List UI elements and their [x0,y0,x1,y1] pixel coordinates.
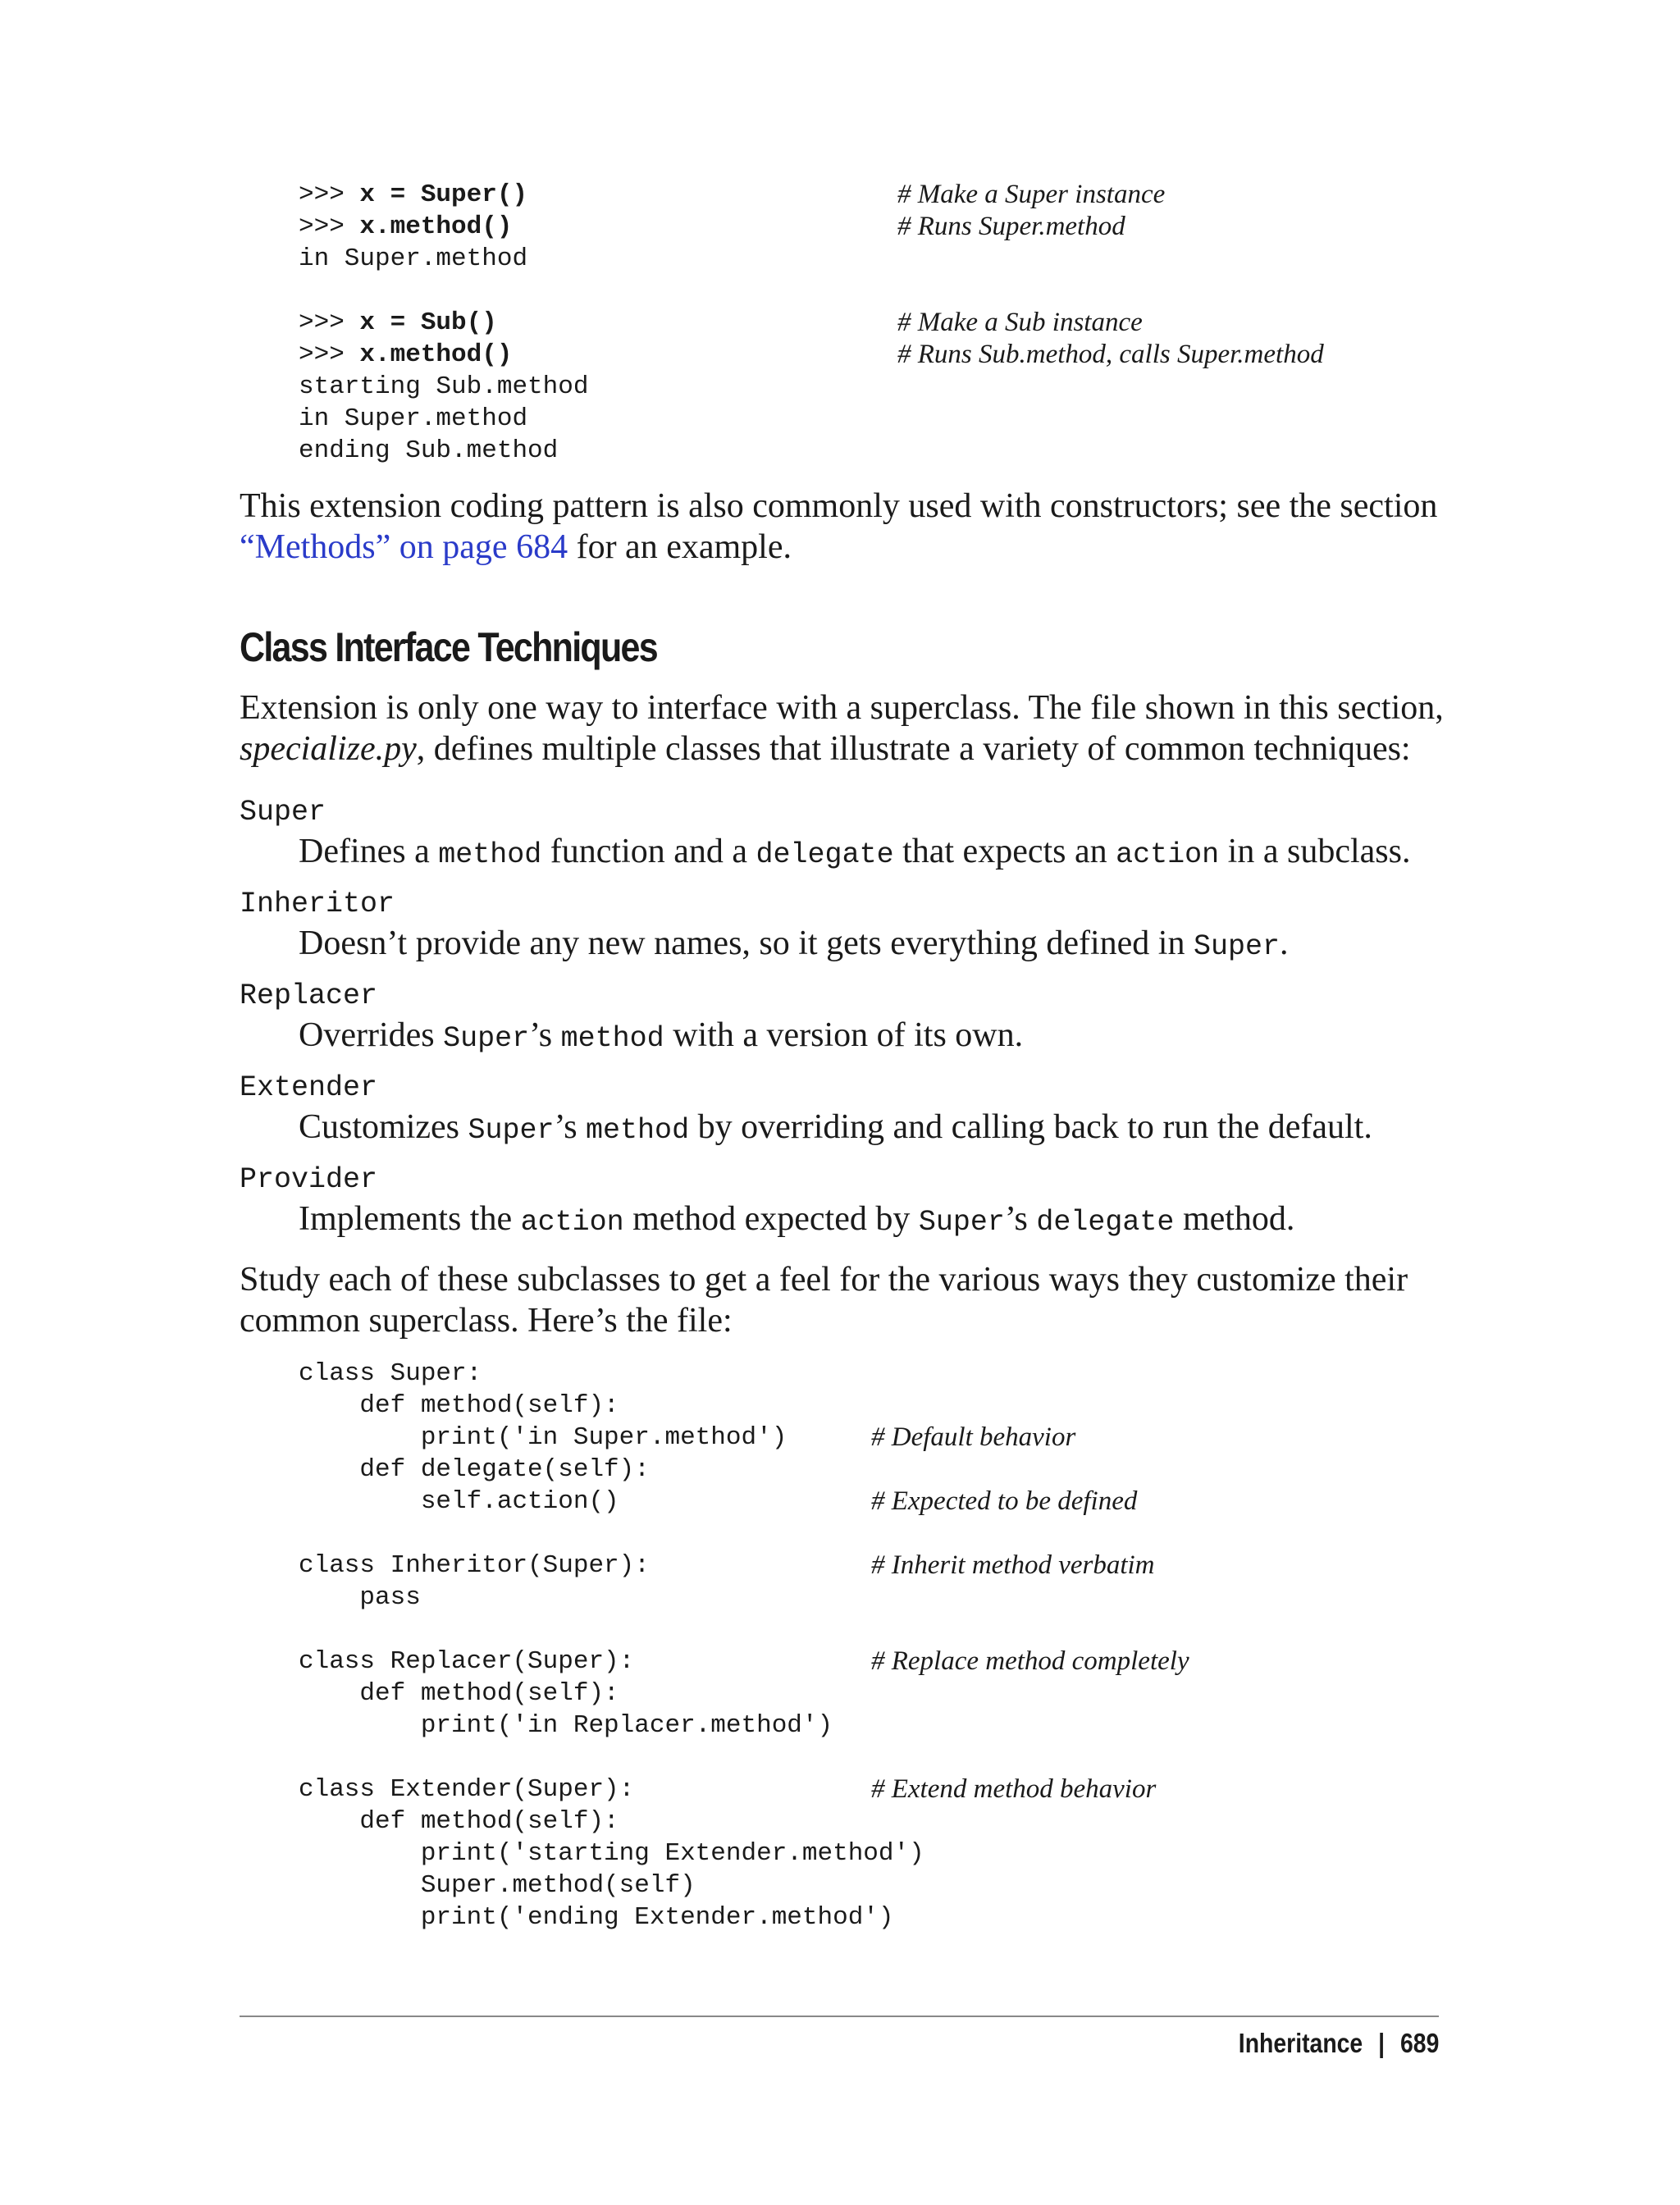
term-super: Super [240,796,326,829]
desc-replacer: Overrides Super’s method with a version of its own. [299,1016,1024,1055]
code-line: class Extender(Super): [299,1775,635,1804]
term-provider: Provider [240,1163,378,1196]
desc-provider: Implements the action method expected by Super’s delegate method. [299,1200,1295,1239]
code-line: >>> x.method() [299,212,513,241]
page-footer [1238,2028,1439,2059]
code-line: pass [299,1583,421,1612]
code-line: print('in Super.method') [299,1423,788,1452]
code-line: def method(self): [299,1807,619,1836]
paragraph-intro: Extension is only one way to interface with a superclass. The file shown in this section, specialize.py, defines multiple classes that illustrate a variety of common techniques: [240,689,1444,768]
code-comment: # Default behavior [871,1422,1076,1452]
code-line: print('starting Extender.method') [299,1839,924,1868]
term-replacer: Replacer [240,979,378,1012]
code-comment: # Make a Sub instance [897,308,1143,337]
footer-rule [240,2016,1439,2017]
desc-extender: Customizes Super’s method by overriding and calling back to run the default. [299,1108,1372,1147]
code-line: def delegate(self): [299,1455,650,1484]
desc-inheritor: Doesn’t provide any new names, so it gets everything defined in Super. [299,924,1289,963]
code-line: def method(self): [299,1679,619,1708]
code-line: self.action() [299,1487,619,1516]
code-line: print('in Replacer.method') [299,1711,833,1740]
footer-chapter: Inheritance [1238,2028,1363,2058]
code-line: def method(self): [299,1391,619,1420]
code-comment: # Runs Super.method [897,212,1125,241]
code-comment: # Expected to be defined [871,1486,1138,1516]
code-line: Super.method(self) [299,1871,696,1900]
methods-section-link[interactable]: “Methods” on page 684 [240,528,568,566]
code-output: in Super.method [299,404,528,433]
code-line: class Super: [299,1359,482,1388]
section-heading: Class Interface Techniques [240,624,657,670]
code-line: class Inheritor(Super): [299,1551,650,1580]
page-number: 689 [1399,2028,1439,2058]
term-inheritor: Inheritor [240,888,395,920]
code-line: class Replacer(Super): [299,1647,635,1676]
code-comment: # Runs Sub.method, calls Super.method [897,340,1324,369]
code-comment: # Replace method completely [871,1646,1189,1676]
code-comment: # Inherit method verbatim [871,1550,1155,1580]
code-output: ending Sub.method [299,436,559,465]
paragraph-study: Study each of these subclasses to get a feel for the various ways they customize their common superclass. Here’s the file: [240,1261,1408,1340]
code-line: print('ending Extender.method') [299,1903,894,1932]
term-extender: Extender [240,1071,378,1104]
paragraph-extension: This extension coding pattern is also commonly used with constructors; see the section “Methods” on page 684 for an example. [240,487,1438,566]
code-output: starting Sub.method [299,372,589,401]
code-line: >>> x = Super() [299,180,528,209]
code-line: >>> x.method() [299,340,513,369]
code-line: >>> x = Sub() [299,308,497,337]
code-comment: # Make a Super instance [897,180,1166,209]
desc-super: Defines a method function and a delegate that expects an action in a subclass. [299,833,1411,871]
footer-separator: | [1377,2028,1385,2058]
code-output: in Super.method [299,244,528,273]
code-comment: # Extend method behavior [871,1774,1157,1804]
filename: specialize.py [240,730,417,768]
